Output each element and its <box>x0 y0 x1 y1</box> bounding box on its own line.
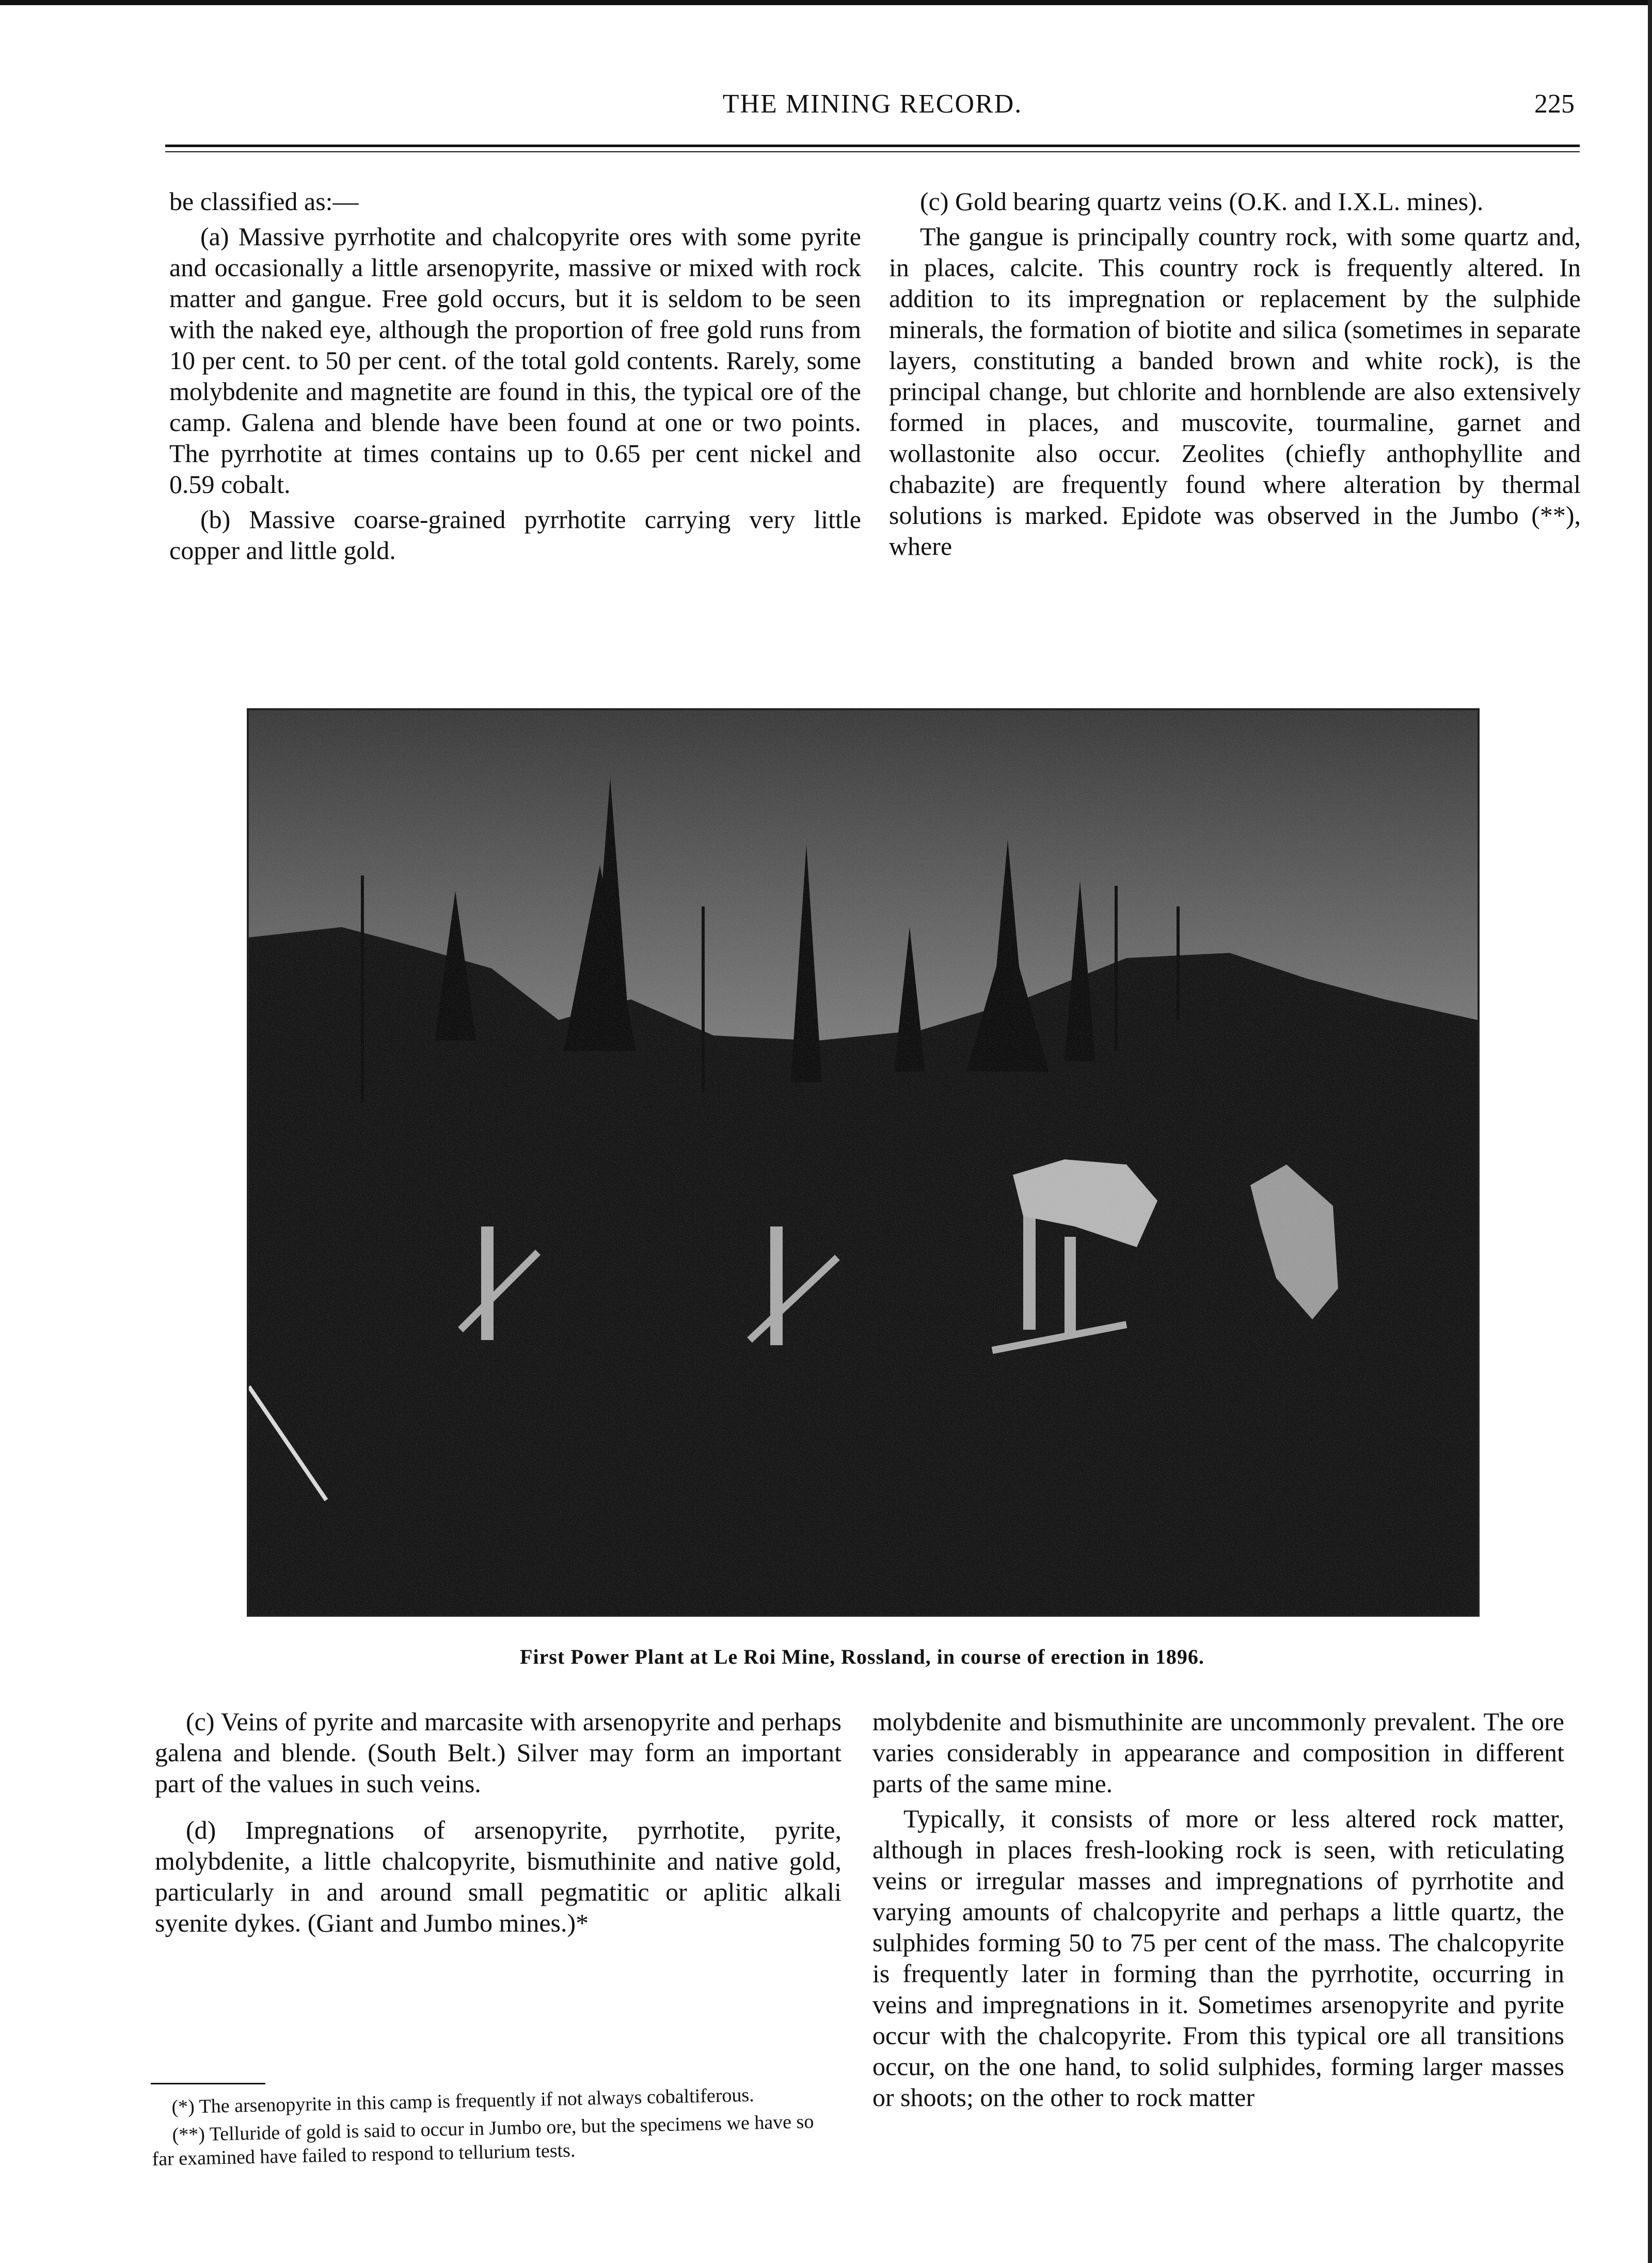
footnote: (**) Telluride of gold is said to occur in Jumbo ore, but the specimens we have so far examined have failed to respond to tellurium tests. <box>152 2111 814 2170</box>
paragraph: (d) Impregnations of arsenopyrite, pyrrhotite, pyrite, molybdenite, a little chalcopyrite, bismuthinite and native gold, particularly in and around small pegmatitic or aplitic alkali syenite dykes. (Giant and Jumbo mines.)* <box>155 1815 841 1937</box>
paragraph: (c) Veins of pyrite and marcasite with arsenopyrite and perhaps galena and blende. (South Belt.) Silver may form an important part of the values in such veins. <box>155 1707 841 1798</box>
paragraph: be classified as:— <box>169 187 359 216</box>
right-border <box>1648 0 1652 2263</box>
footnotes <box>151 2081 834 2175</box>
footnote-rule <box>151 2083 265 2084</box>
bottom-right-column <box>872 1706 1564 2117</box>
paragraph: (b) Massive coarse-grained pyrrhotite carrying very little copper and little gold. <box>169 505 861 565</box>
top-right-column <box>889 186 1581 566</box>
running-header <box>165 83 1580 124</box>
paragraph: The gangue is principally country rock, with some quartz and, in places, calcite. This country rock is frequently altered. In addition to its impregnation or replacement by the sulphide minerals, the formation of biotite and silica (sometimes in separate layers, constituting a banded brown and white rock), is the principal change, but chlorite and hornblende are also extensively formed in places, and muscovite, tourmaline, garnet and wollastonite also occur. Zeolites (chiefly anthophyllite and chabazite) are frequently found where alteration by thermal solutions is marked. Epidote was observed in the Jumbo (**), where <box>889 222 1581 561</box>
footnote: (*) The arsenopyrite in this camp is frequently if not always cobaltiferous. <box>171 2084 755 2118</box>
header-rule <box>165 145 1580 147</box>
paragraph: molybdenite and bismuthinite are uncommonly prevalent. The ore varies considerably in appearance and composition in different parts of the same mine. <box>872 1707 1564 1798</box>
page-number: 225 <box>1534 89 1575 119</box>
paragraph: Typically, it consists of more or less altered rock matter, although in places fresh-looking rock is seen, with reticulating veins or irregular masses and impregnations of pyrrhotite and varying amounts of chalcopyrite and perhaps a little quartz, the sulphides forming 50 to 75 per cent of the mass. The chalcopyrite is frequently later in forming than the pyrrhotite, occurring in veins and impregnations in it. Sometimes arsenopyrite and pyrite occur with the chalcopyrite. From this typical ore all transitions occur, on the one hand, to solid sulphides, forming larger masses or shoots; on the other to rock matter <box>872 1804 1564 2112</box>
bottom-left-column <box>155 1706 841 1942</box>
paragraph: (a) Massive pyrrhotite and chalcopyrite ores with some pyrite and occasionally a little arsenopyrite, massive or mixed with rock matter and gangue. Free gold occurs, but it is seldom to be seen with the naked eye, although the proportion of free gold runs from 10 per cent. to 50 per cent. of the total gold contents. Rarely, some molybdenite and magnetite are found in this, the typical ore of the camp. Galena and blende have been found at one or two points. The pyrrhotite at times contains up to 0.65 per cent nickel and 0.59 cobalt. <box>169 222 861 499</box>
header-rule-thin <box>165 151 1580 152</box>
photo-caption: First Power Plant at Le Roi Mine, Rossland, in course of erection in 1896. <box>520 1645 1204 1668</box>
paragraph: (c) Gold bearing quartz veins (O.K. and I.X.L. mines). <box>920 187 1484 216</box>
journal-title: THE MINING RECORD. <box>722 89 1023 119</box>
mine-photograph <box>247 708 1480 1617</box>
top-border <box>0 0 1652 5</box>
top-left-column <box>169 186 861 570</box>
